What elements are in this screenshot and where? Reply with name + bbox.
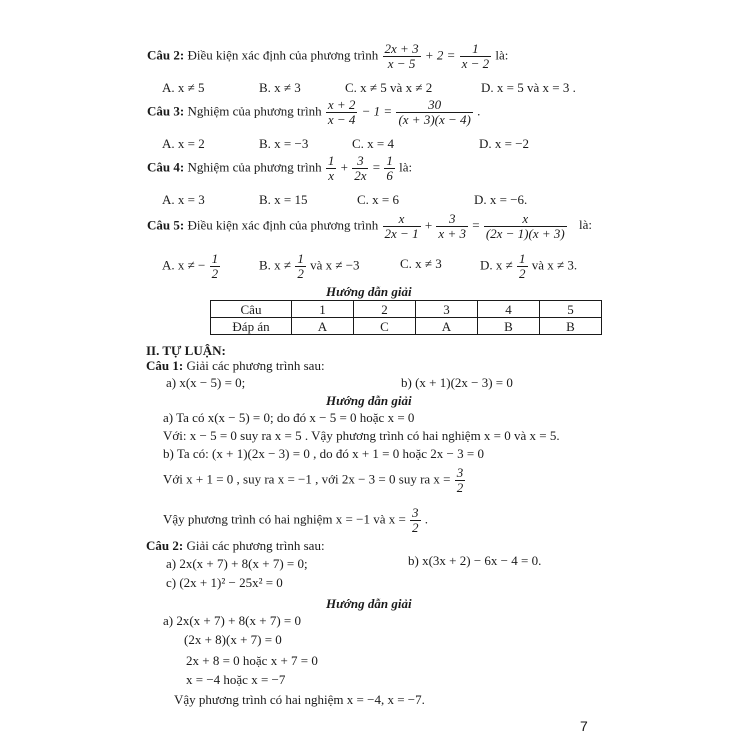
q2-option-d: D. x = 5 và x = 3 .: [481, 80, 576, 95]
q3-option-c: C. x = 4: [352, 136, 395, 151]
tl2-step-3: 2x + 8 = 0 hoặc x + 7 = 0: [186, 653, 318, 668]
tl1-part-b: b) (x + 1)(2x − 3) = 0: [401, 375, 513, 390]
q2-frac2: $\frac{1}{x - 2}$: [461, 41, 490, 71]
q2-frac1: $\frac{2x + 3}{x - 5}$: [384, 41, 419, 71]
q3-option-b: B. x = −3: [259, 136, 309, 151]
q4-option-a: A. x = 3: [162, 192, 205, 207]
tl2-part-b: b) x(3x + 2) − 6x − 4 = 0.: [408, 553, 542, 568]
tl1-step-2: Với: x − 5 = 0 suy ra x = 5 . Vậy phương trình có hai nghiệm x = 0 và x = 5.: [163, 428, 560, 443]
mc-q4-line: Câu 4: Nghiệm của phương trình $\frac{1}{x}$ + $\frac{3}{2x}$ = $\frac{1}{6}$ là:: [147, 153, 413, 183]
tl2-step-4: x = −4 hoặc x = −7: [186, 672, 286, 687]
q5-option-d: D. x ≠ $\frac{1}{2}$ và x ≠ 3.: [480, 251, 578, 281]
tl2-part-c: c) (2x + 1)² − 25x² = 0: [166, 575, 283, 590]
tl1-part-a: a) x(x − 5) = 0;: [166, 375, 246, 390]
tl2-step-1: a) 2x(x + 7) + 8(x + 7) = 0: [163, 613, 301, 628]
tl2-guide-title: Hướng dẫn giải: [326, 596, 412, 611]
mc-q3-line: Câu 3: Nghiệm của phương trình $\frac{x + 2}{x - 4}$ − 1 = $\frac{30}{(x + 3)(x - 4)}$ .: [147, 97, 481, 127]
tl1-step-3: b) Ta có: (x + 1)(2x − 3) = 0 , do đó x + 1 = 0 hoặc 2x − 3 = 0: [163, 446, 484, 461]
mc-q2-line: Câu 2: Điều kiện xác định của phương trình $\frac{2x + 3}{x - 5}$ + 2 = $\frac{1}{x - 2}$ là:: [147, 41, 509, 71]
q3-frac2: $\frac{30}{(x + 3)(x - 4)}$: [398, 97, 471, 127]
q4-option-d: D. x = −6.: [474, 192, 528, 207]
mc-q5-line: Câu 5: Điều kiện xác định của phương trình $\frac{x}{2x - 1}$ + $\frac{3}{x + 3}$ = $\frac{x}{(2x - 1)(x + 3)}$ là:: [147, 211, 592, 241]
tl2-step-2: (2x + 8)(x + 7) = 0: [184, 632, 282, 647]
q2-option-c: C. x ≠ 5 và x ≠ 2: [345, 80, 433, 95]
q5-option-b: B. x ≠ $\frac{1}{2}$ và x ≠ −3: [259, 251, 360, 281]
q5-option-a: A. x ≠ − $\frac{1}{2}$: [162, 251, 219, 281]
q4-option-b: B. x = 15: [259, 192, 308, 207]
tl1-guide-title: Hướng dẫn giải: [326, 393, 412, 408]
q2-text: Điều kiện xác định của phương trình: [187, 47, 379, 63]
tl1-step-4: Với x + 1 = 0 , suy ra x = −1 , với 2x − 3 = 0 suy ra x = $\frac{3}{2}$: [163, 465, 464, 495]
tl1-step-5: Vậy phương trình có hai nghiệm x = −1 và x = $\frac{3}{2}$ .: [163, 505, 429, 535]
tl2-header: Câu 2: Giải các phương trình sau:: [146, 538, 325, 553]
tl2-part-a: a) 2x(x + 7) + 8(x + 7) = 0;: [166, 556, 308, 571]
tl1-step-1: a) Ta có x(x − 5) = 0; do đó x − 5 = 0 hoặc x = 0: [163, 410, 415, 425]
answer-table: [210, 300, 602, 335]
q3-option-a: A. x = 2: [162, 136, 205, 151]
q4-option-c: C. x = 6: [357, 192, 400, 207]
section-heading: II. TỰ LUẬN:: [146, 343, 226, 358]
tl1-header: Câu 1: Giải các phương trình sau:: [146, 358, 325, 373]
q3-option-d: D. x = −2: [479, 136, 530, 151]
q2-label: Câu 2:: [147, 47, 185, 63]
tl2-step-5: Vậy phương trình có hai nghiệm x = −4, x = −7.: [174, 692, 425, 707]
table-row: Câu 1 2 3 4 5: [211, 301, 602, 318]
q2-option-b: B. x ≠ 3: [259, 80, 301, 95]
q5-option-c: C. x ≠ 3: [400, 256, 442, 271]
q2-option-a: A. x ≠ 5: [162, 80, 205, 95]
page-number: 7: [580, 718, 588, 734]
guide-title: Hướng dẫn giải: [326, 284, 412, 299]
table-row: Đáp án A C A B B: [211, 318, 602, 335]
q3-frac1: $\frac{x + 2}{x - 4}$: [327, 97, 356, 127]
